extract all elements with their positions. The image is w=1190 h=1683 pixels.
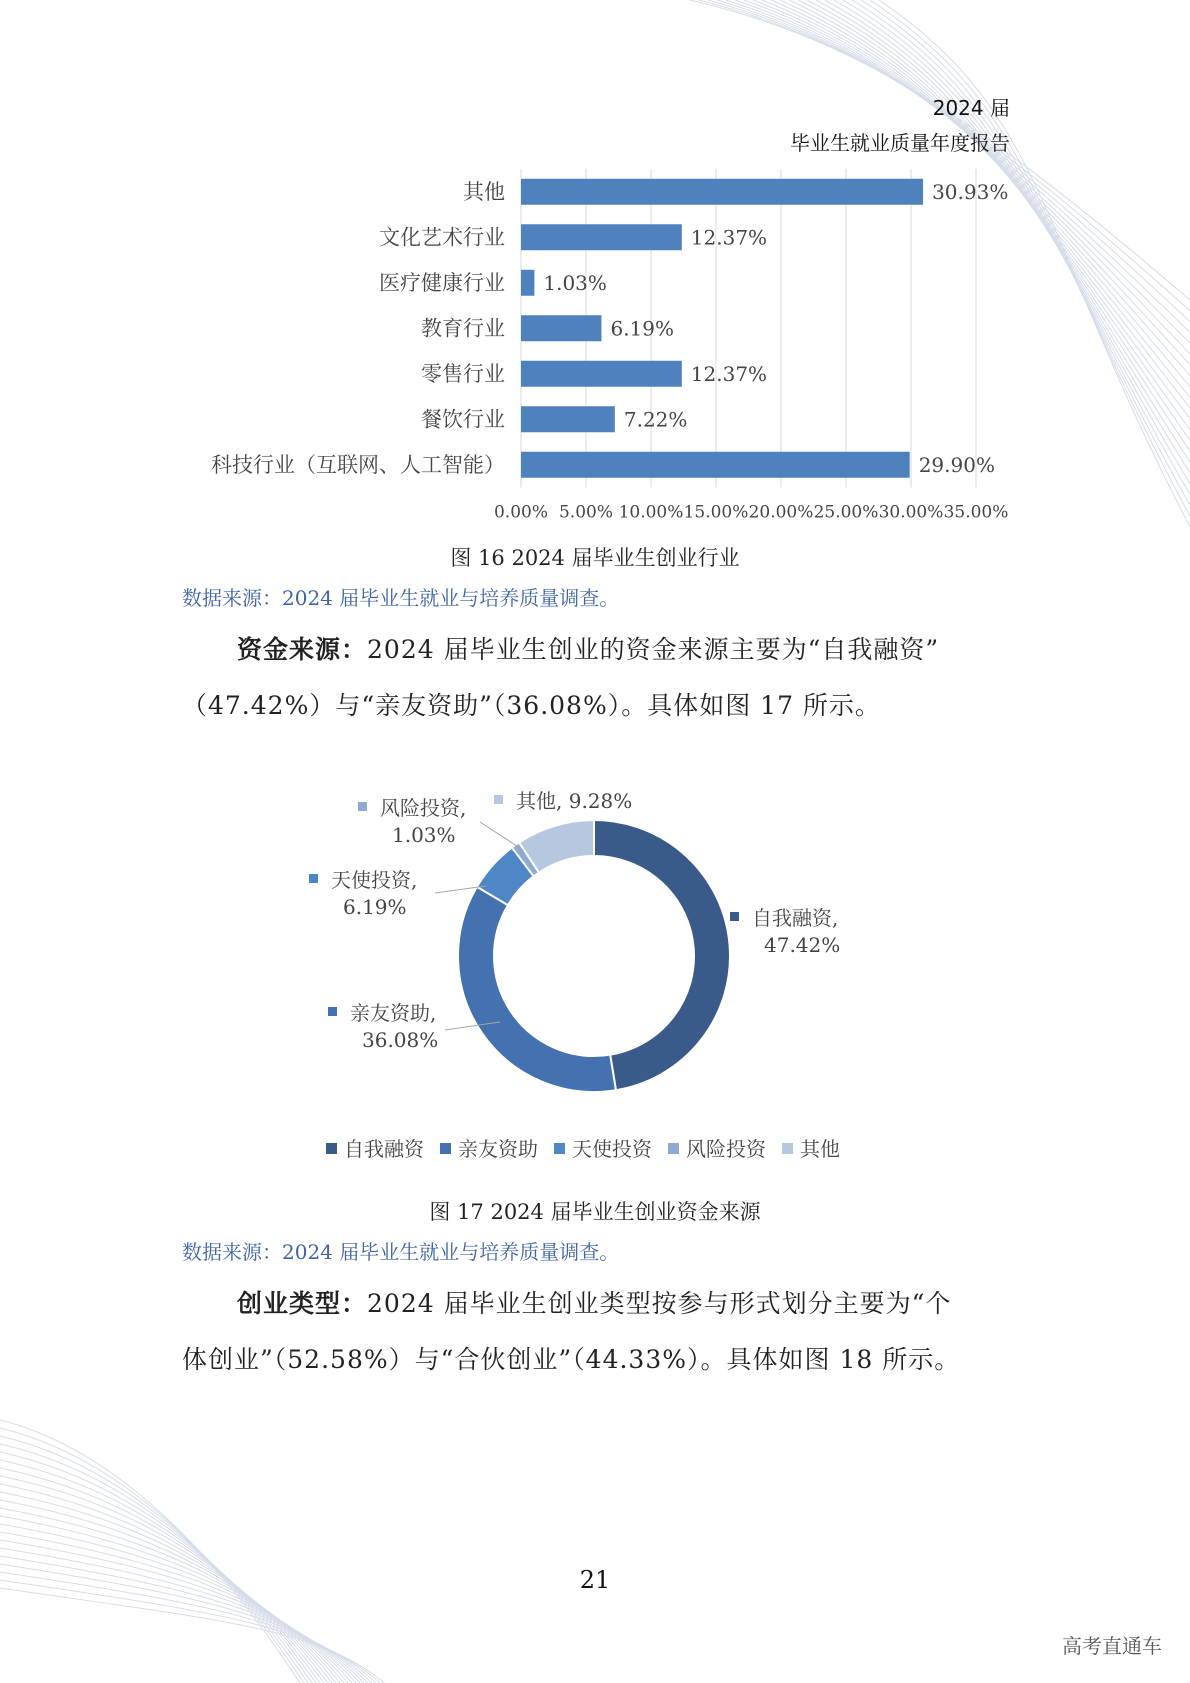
bar-value-label: 7.22% <box>623 407 688 432</box>
bar <box>521 224 682 250</box>
legend-marker <box>554 1143 565 1154</box>
slice-data-label: 1.03% <box>392 823 456 847</box>
category-label: 文化艺术行业 <box>379 225 505 250</box>
bar-value-label: 29.90% <box>918 452 995 477</box>
x-tick-label: 30.00% <box>878 502 944 520</box>
legend-label: 其他 <box>800 1137 840 1161</box>
donut-slice <box>458 887 616 1092</box>
para-funding-lead: 资金来源： <box>237 635 368 664</box>
slice-data-label: 自我融资, <box>752 906 839 930</box>
slice-data-label: 风险投资, <box>380 796 467 820</box>
para-type-lead: 创业类型： <box>237 1289 368 1318</box>
slice-data-label: 47.42% <box>764 933 841 957</box>
category-label: 餐饮行业 <box>421 407 505 432</box>
legend-marker <box>668 1143 679 1154</box>
category-label: 医疗健康行业 <box>379 270 505 295</box>
leader-line <box>480 822 523 850</box>
legend-label: 天使投资 <box>572 1137 652 1161</box>
para-type-line2: 体创业”（52.58%）与“合伙创业”（44.33%）。具体如图 18 所示。 <box>182 1345 961 1374</box>
category-label: 教育行业 <box>421 316 505 341</box>
para-funding-line1 <box>182 630 1012 666</box>
label-marker <box>309 874 318 883</box>
slice-data-label: 6.19% <box>343 895 407 919</box>
x-tick-label: 0.00% <box>493 502 549 520</box>
bar-value-label: 1.03% <box>543 270 607 295</box>
bar <box>521 315 601 341</box>
legend-marker <box>440 1143 451 1154</box>
bar-value-label: 6.19% <box>610 316 675 341</box>
bar <box>521 406 615 432</box>
legend-marker <box>782 1143 793 1154</box>
x-tick-label: 35.00% <box>943 502 1009 520</box>
slice-data-label: 其他, 9.28% <box>516 789 633 813</box>
para-type-text1: 2024 届毕业生创业类型按参与形式划分主要为“个 <box>367 1289 952 1318</box>
label-marker <box>730 912 739 921</box>
figure16-source: 数据来源：2024 届毕业生就业与培养质量调查。 <box>182 586 620 610</box>
watermark-text: 高考直通车 <box>1062 1634 1162 1658</box>
x-tick-label: 15.00% <box>683 502 749 520</box>
x-tick-label: 20.00% <box>748 502 814 520</box>
bar <box>521 270 534 296</box>
header-year: 2024 届 <box>932 96 1010 120</box>
figure17-caption: 图 17 2024 届毕业生创业资金来源 <box>429 1200 761 1224</box>
x-tick-label: 5.00% <box>558 502 614 520</box>
category-label: 零售行业 <box>421 361 505 386</box>
figure16-caption: 图 16 2024 届毕业生创业行业 <box>450 546 740 570</box>
slice-data-label: 天使投资, <box>331 868 418 892</box>
header-report-title: 毕业生就业质量年度报告 <box>790 131 1010 155</box>
bar-value-label: 12.37% <box>690 361 768 386</box>
funding-donut-chart <box>0 780 1190 1180</box>
industry-bar-chart <box>0 150 1190 520</box>
para-funding-text1: 2024 届毕业生创业的资金来源主要为“自我融资” <box>367 635 940 664</box>
label-marker <box>494 795 503 804</box>
donut-slice <box>594 820 730 1090</box>
slice-data-label: 36.08% <box>362 1028 439 1052</box>
bar <box>521 452 910 478</box>
legend-label: 风险投资 <box>686 1137 766 1161</box>
para-type-line1 <box>182 1284 1012 1320</box>
slice-data-label: 亲友资助, <box>350 1001 437 1025</box>
legend-marker <box>326 1143 337 1154</box>
bar <box>521 361 682 387</box>
category-label: 其他 <box>463 179 505 204</box>
category-label: 科技行业（互联网、人工智能） <box>211 452 505 477</box>
bar <box>521 179 923 205</box>
x-tick-label: 10.00% <box>618 502 684 520</box>
bar-value-label: 12.37% <box>690 225 768 250</box>
x-tick-label: 25.00% <box>813 502 879 520</box>
figure17-source: 数据来源：2024 届毕业生就业与培养质量调查。 <box>182 1240 620 1264</box>
para-funding-line2: （47.42%）与“亲友资助”（36.08%）。具体如图 17 所示。 <box>182 691 881 720</box>
bar-value-label: 30.93% <box>932 179 1009 204</box>
legend-label: 亲友资助 <box>458 1137 538 1161</box>
legend-label: 自我融资 <box>344 1137 424 1161</box>
label-marker <box>328 1007 337 1016</box>
label-marker <box>358 802 367 811</box>
page-number: 21 <box>579 1566 611 1594</box>
